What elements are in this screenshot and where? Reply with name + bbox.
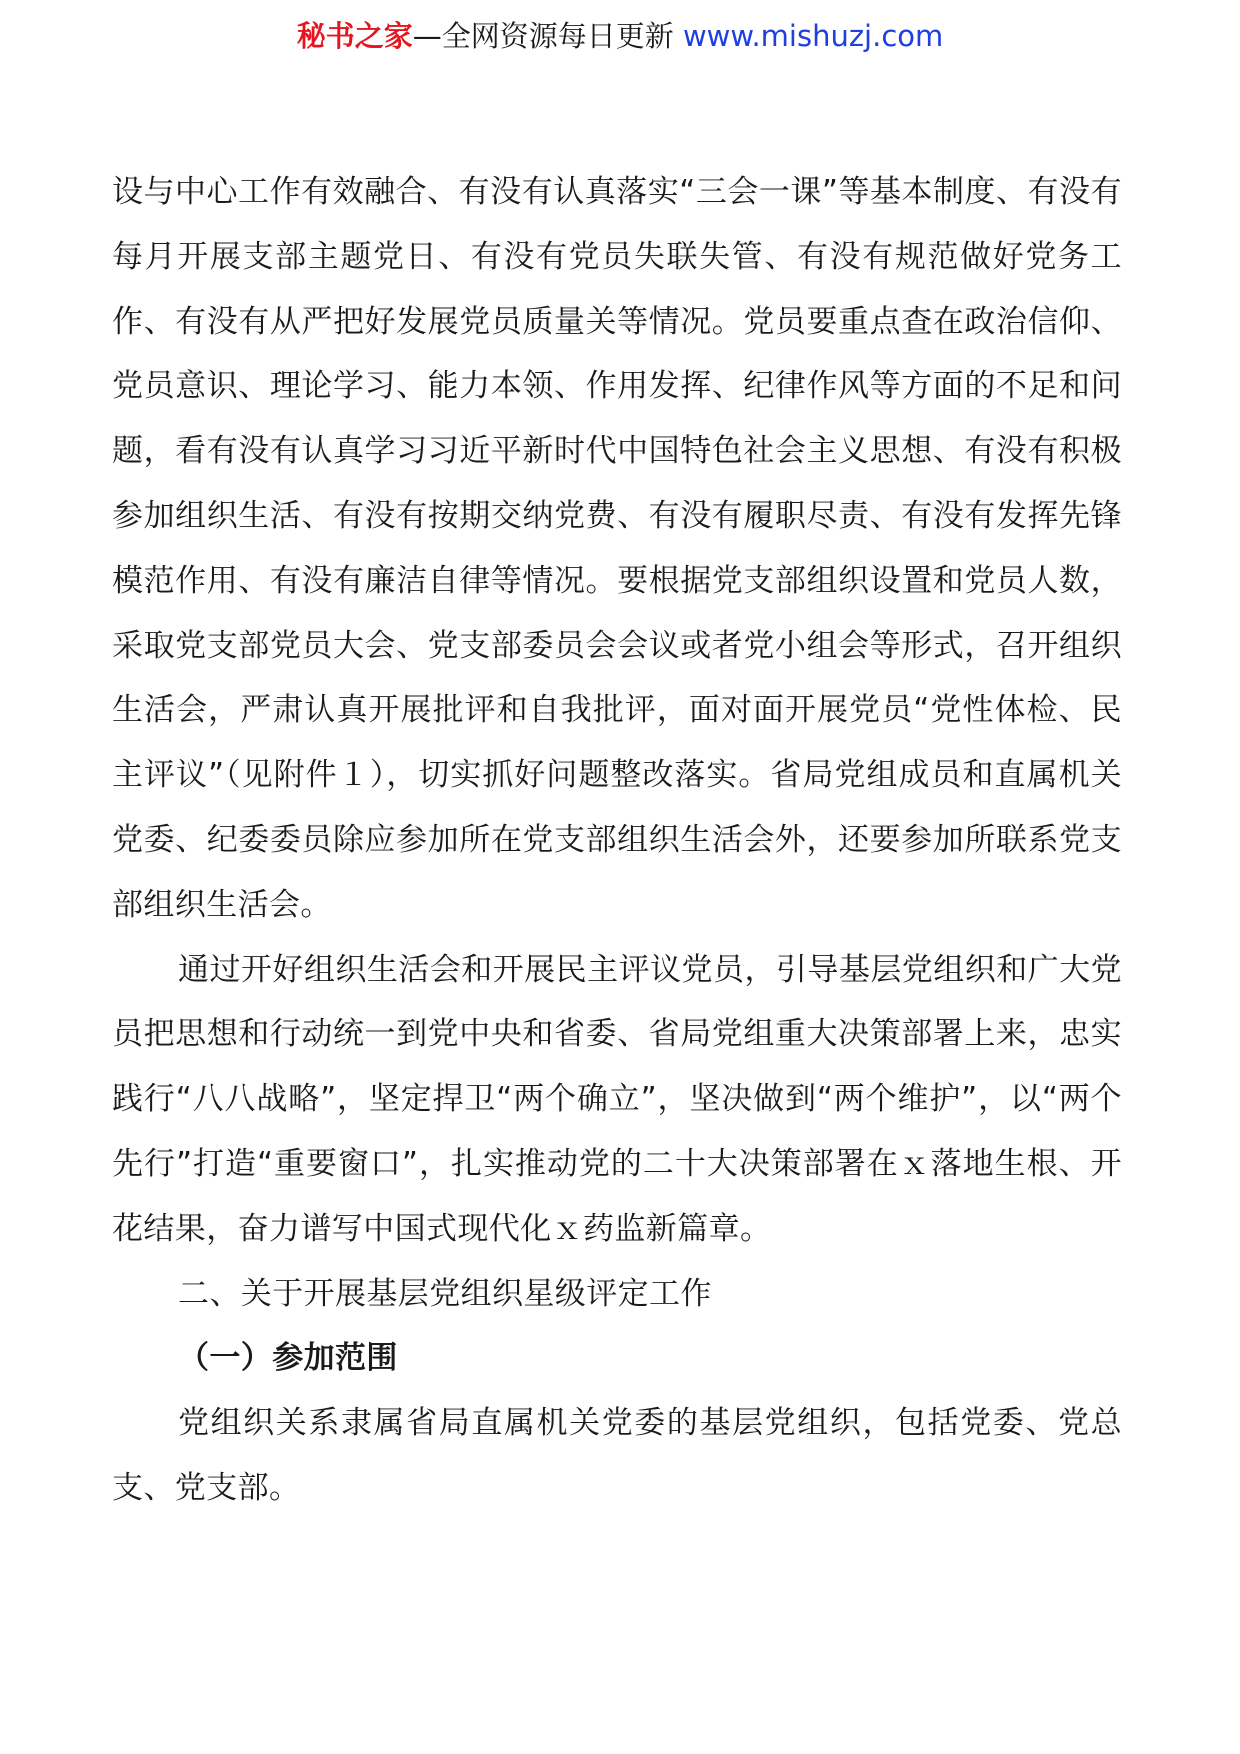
subsection-title: （一）参加范围 bbox=[178, 1340, 398, 1377]
section-title: 二、关于开展基层党组织星级评定工作 bbox=[178, 1275, 712, 1312]
paragraph-scope: 党组织关系隶属省局直属机关党委的基层党组织，包括党委、党总支、党支部。 bbox=[112, 1405, 1122, 1506]
site-brand: 秘书之家 bbox=[296, 19, 413, 53]
page-header bbox=[0, 16, 1240, 56]
paragraph-continuation: 设与中心工作有效融合、有没有认真落实“三会一课”等基本制度、有没有每月开展支部主题党日、有没有党员失联失管、有没有规范做好党务工作、有没有从严把好发展党员质量关等情况。党员要重点查在政治信仰、党员意识、理论学习、能力本领、作用发挥、纪律作风等方面的不足和问题，看有没有认真学习习近平新时代中国特色社会主义思想、有没有积极参加组织生活、有没有按期交纳党费、有没有履职尽责、有没有发挥先锋模范作用、有没有廉洁自律等情况。要根据党支部组织设置和党员人数，采取党支部党员大会、党支部委员会会议或者党小组会等形式，召开组织生活会，严肃认真开展批评和自我批评，面对面开展党员“党性体检、民主评议”（见附件１），切实抓好问题整改落实。省局党组成员和直属机关党委、纪委委员除应参加所在党支部组织生活会外，还要参加所联系党支部组织生活会。 bbox=[112, 174, 1122, 923]
site-tagline: —全网资源每日更新 bbox=[412, 19, 674, 53]
document-body bbox=[112, 160, 1122, 1521]
paragraph-guidance: 通过开好组织生活会和开展民主评议党员，引导基层党组织和广大党员把思想和行动统一到党中央和省委、省局党组重大决策部署上来，忠实践行“八八战略”，坚定捍卫“两个确立”，坚决做到“两个维护”，以“两个先行”打造“重要窗口”，扎实推动党的二十大决策部署在ｘ落地生根、开花结果，奋力谱写中国式现代化ｘ药监新篇章。 bbox=[112, 951, 1122, 1247]
site-url-link[interactable]: www.mishuzj.com bbox=[682, 19, 944, 53]
